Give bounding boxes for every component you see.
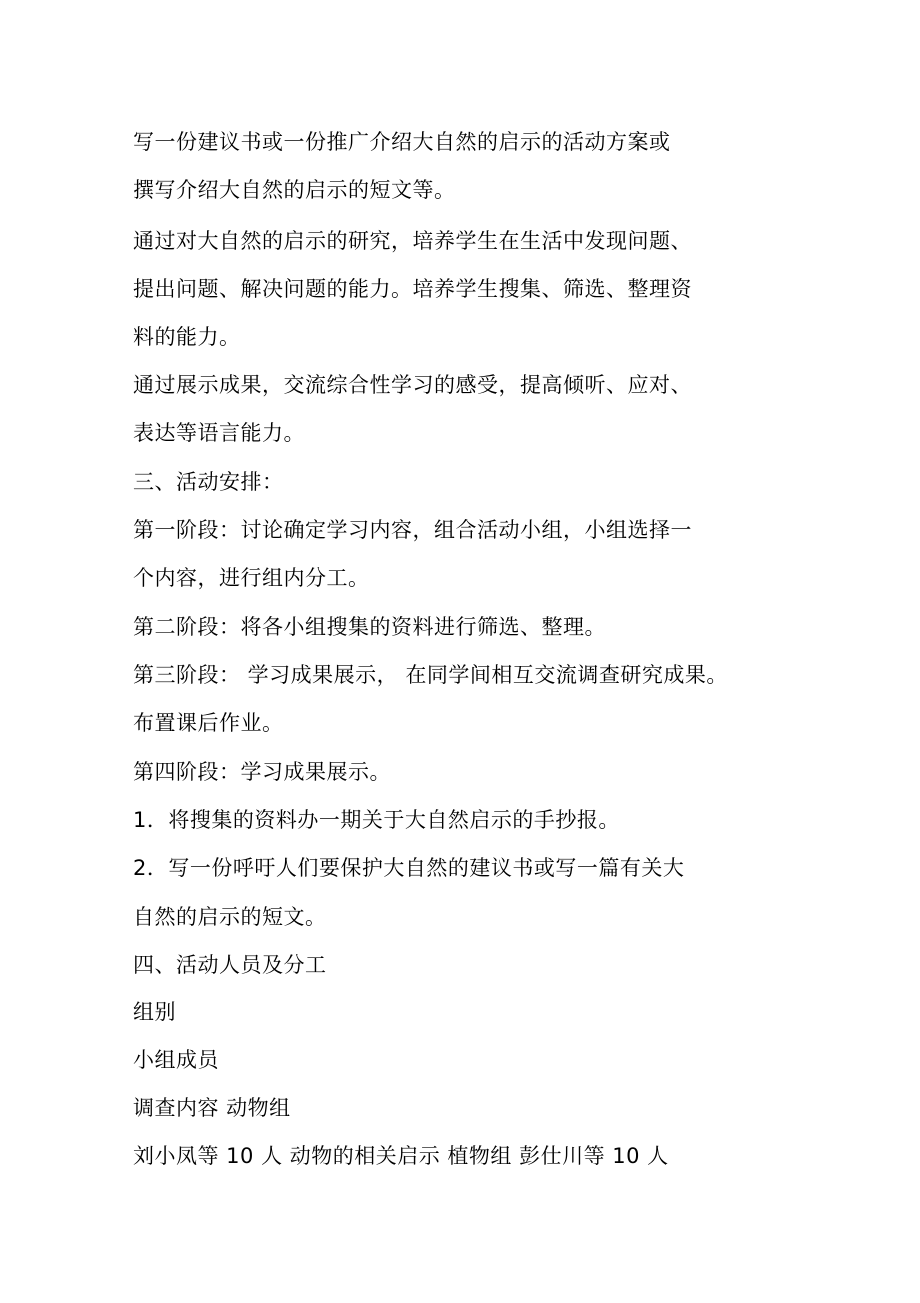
text-line: 小组成员: [133, 1048, 219, 1072]
text-line: 提出问题、解决问题的能力。培养学生搜集、筛选、整理资: [133, 277, 692, 301]
text-line: 通过展示成果，交流综合性学习的感受，提高倾听、应对、: [133, 373, 692, 397]
text-line: 通过对大自然的启示的研究，培养学生在生活中发现问题、: [133, 229, 692, 253]
text-line: 自然的启示的短文。: [133, 905, 327, 929]
text-line: 个内容，进行组内分工。: [133, 566, 370, 590]
text-line: 第二阶段：将各小组搜集的资料进行筛选、整理。: [133, 615, 606, 639]
text-line: 组别: [133, 1000, 176, 1024]
section-heading: 三、活动安排：: [133, 470, 284, 494]
text-line: 第四阶段：学习成果展示。: [133, 760, 391, 784]
list-item: 2．写一份呼吁人们要保护大自然的建议书或写一篇有关大: [133, 856, 685, 880]
text-line: 布置课后作业。: [133, 711, 284, 735]
text-line: 第一阶段：讨论确定学习内容，组合活动小组，小组选择一: [133, 518, 692, 542]
text-line: 刘小凤等 10 人 动物的相关启示 植物组 彭仕川等 10 人: [133, 1144, 669, 1168]
section-heading: 四、活动人员及分工: [133, 953, 327, 977]
text-line: 料的能力。: [133, 325, 241, 349]
text-line: 撰写介绍大自然的启示的短文等。: [133, 178, 456, 202]
list-item: 1．将搜集的资料办一期关于大自然启示的手抄报。: [133, 808, 620, 832]
text-line: 写一份建议书或一份推广介绍大自然的启示的活动方案或: [133, 130, 671, 154]
text-line: 调查内容 动物组: [133, 1096, 291, 1120]
text-line: 第三阶段： 学习成果展示， 在同学间相互交流调查研究成果。: [133, 663, 728, 687]
text-line: 表达等语言能力。: [133, 421, 305, 445]
